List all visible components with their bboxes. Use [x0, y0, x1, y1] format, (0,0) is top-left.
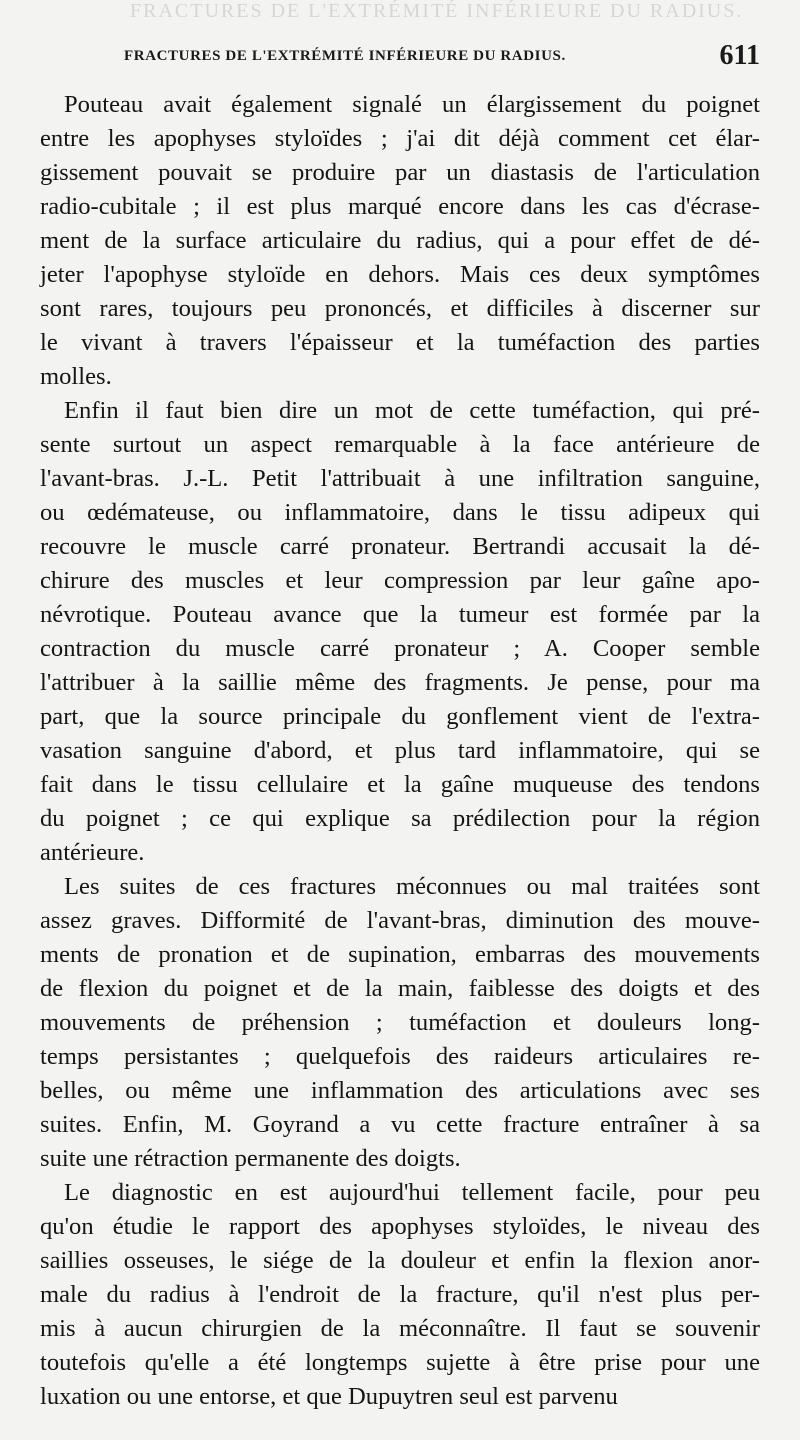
text-line: part, que la source principale du gonflement vient de l'extra- — [40, 703, 760, 730]
text-line: du poignet ; ce qui explique sa prédilection pour la région — [40, 805, 760, 832]
text-line: assez graves. Difformité de l'avant-bras, diminution des mouve- — [40, 907, 760, 934]
text-line: recouvre le muscle carré pronateur. Bertrandi accusait la dé- — [40, 533, 760, 560]
paragraph — [40, 870, 760, 1176]
body-text — [40, 88, 760, 1414]
text-line: Pouteau avait également signalé un élargissement du poignet — [64, 91, 760, 118]
text-line: Les suites de ces fractures méconnues ou mal traitées sont — [64, 873, 760, 900]
text-line: sente surtout un aspect remarquable à la face antérieure de — [40, 431, 760, 458]
text-line: chirure des muscles et leur compression par leur gaîne apo- — [40, 567, 760, 594]
text-line: de flexion du poignet et de la main, faiblesse des doigts et des — [40, 975, 760, 1002]
text-line: belles, ou même une inflammation des articulations avec ses — [40, 1077, 760, 1104]
text-line: saillies osseuses, le siége de la douleur et enfin la flexion anor- — [40, 1247, 760, 1274]
text-line: névrotique. Pouteau avance que la tumeur est formée par la — [40, 601, 760, 628]
text-line: suite une rétraction permanente des doigts. — [40, 1145, 461, 1172]
text-line: mis à aucun chirurgien de la méconnaître. Il faut se souvenir — [40, 1315, 760, 1342]
bleed-through-text: FRACTURES DE L'EXTRÉMITÉ INFÉRIEURE DU RADIUS. — [130, 0, 744, 22]
text-line: qu'on étudie le rapport des apophyses styloïdes, le niveau des — [40, 1213, 760, 1240]
text-line: radio-cubitale ; il est plus marqué encore dans les cas d'écrase- — [40, 193, 760, 220]
text-line: antérieure. — [40, 839, 145, 866]
text-line: sont rares, toujours peu prononcés, et difficiles à discerner sur — [40, 295, 760, 322]
text-line: toutefois qu'elle a été longtemps sujette à être prise pour une — [40, 1349, 760, 1376]
page-header — [42, 40, 760, 74]
text-line: mouvements de préhension ; tuméfaction et douleurs long- — [40, 1009, 760, 1036]
text-line: luxation ou une entorse, et que Dupuytren seul est parvenu — [40, 1383, 618, 1410]
text-line: Enfin il faut bien dire un mot de cette tuméfaction, qui pré- — [64, 397, 760, 424]
text-line: vasation sanguine d'abord, et plus tard inflammatoire, qui se — [40, 737, 760, 764]
text-line: ou œdémateuse, ou inflammatoire, dans le tissu adipeux qui — [40, 499, 760, 526]
text-line: l'attribuer à la saillie même des fragments. Je pense, pour ma — [40, 669, 760, 696]
text-line: ments de pronation et de supination, embarras des mouvements — [40, 941, 760, 968]
text-line: Le diagnostic en est aujourd'hui tellement facile, pour peu — [64, 1179, 760, 1206]
text-line: fait dans le tissu cellulaire et la gaîne muqueuse des tendons — [40, 771, 760, 798]
paragraph — [40, 394, 760, 870]
paragraph — [40, 88, 760, 394]
page-number: 611 — [719, 40, 760, 71]
text-line: molles. — [40, 363, 112, 390]
text-line: jeter l'apophyse styloïde en dehors. Mais ces deux symptômes — [40, 261, 760, 288]
text-line: contraction du muscle carré pronateur ; A. Cooper semble — [40, 635, 760, 662]
text-line: le vivant à travers l'épaisseur et la tuméfaction des parties — [40, 329, 760, 356]
text-line: male du radius à l'endroit de la fracture, qu'il n'est plus per- — [40, 1281, 760, 1308]
paragraph — [40, 1176, 760, 1414]
running-title: FRACTURES DE L'EXTRÉMITÉ INFÉRIEURE DU RADIUS. — [124, 48, 566, 64]
text-line: suites. Enfin, M. Goyrand a vu cette fracture entraîner à sa — [40, 1111, 760, 1138]
text-line: l'avant-bras. J.-L. Petit l'attribuait à une infiltration sanguine, — [40, 465, 760, 492]
text-line: entre les apophyses styloïdes ; j'ai dit déjà comment cet élar- — [40, 125, 760, 152]
text-line: gissement pouvait se produire par un diastasis de l'articulation — [40, 159, 760, 186]
text-line: ment de la surface articulaire du radius, qui a pour effet de dé- — [40, 227, 760, 254]
text-line: temps persistantes ; quelquefois des raideurs articulaires re- — [40, 1043, 760, 1070]
